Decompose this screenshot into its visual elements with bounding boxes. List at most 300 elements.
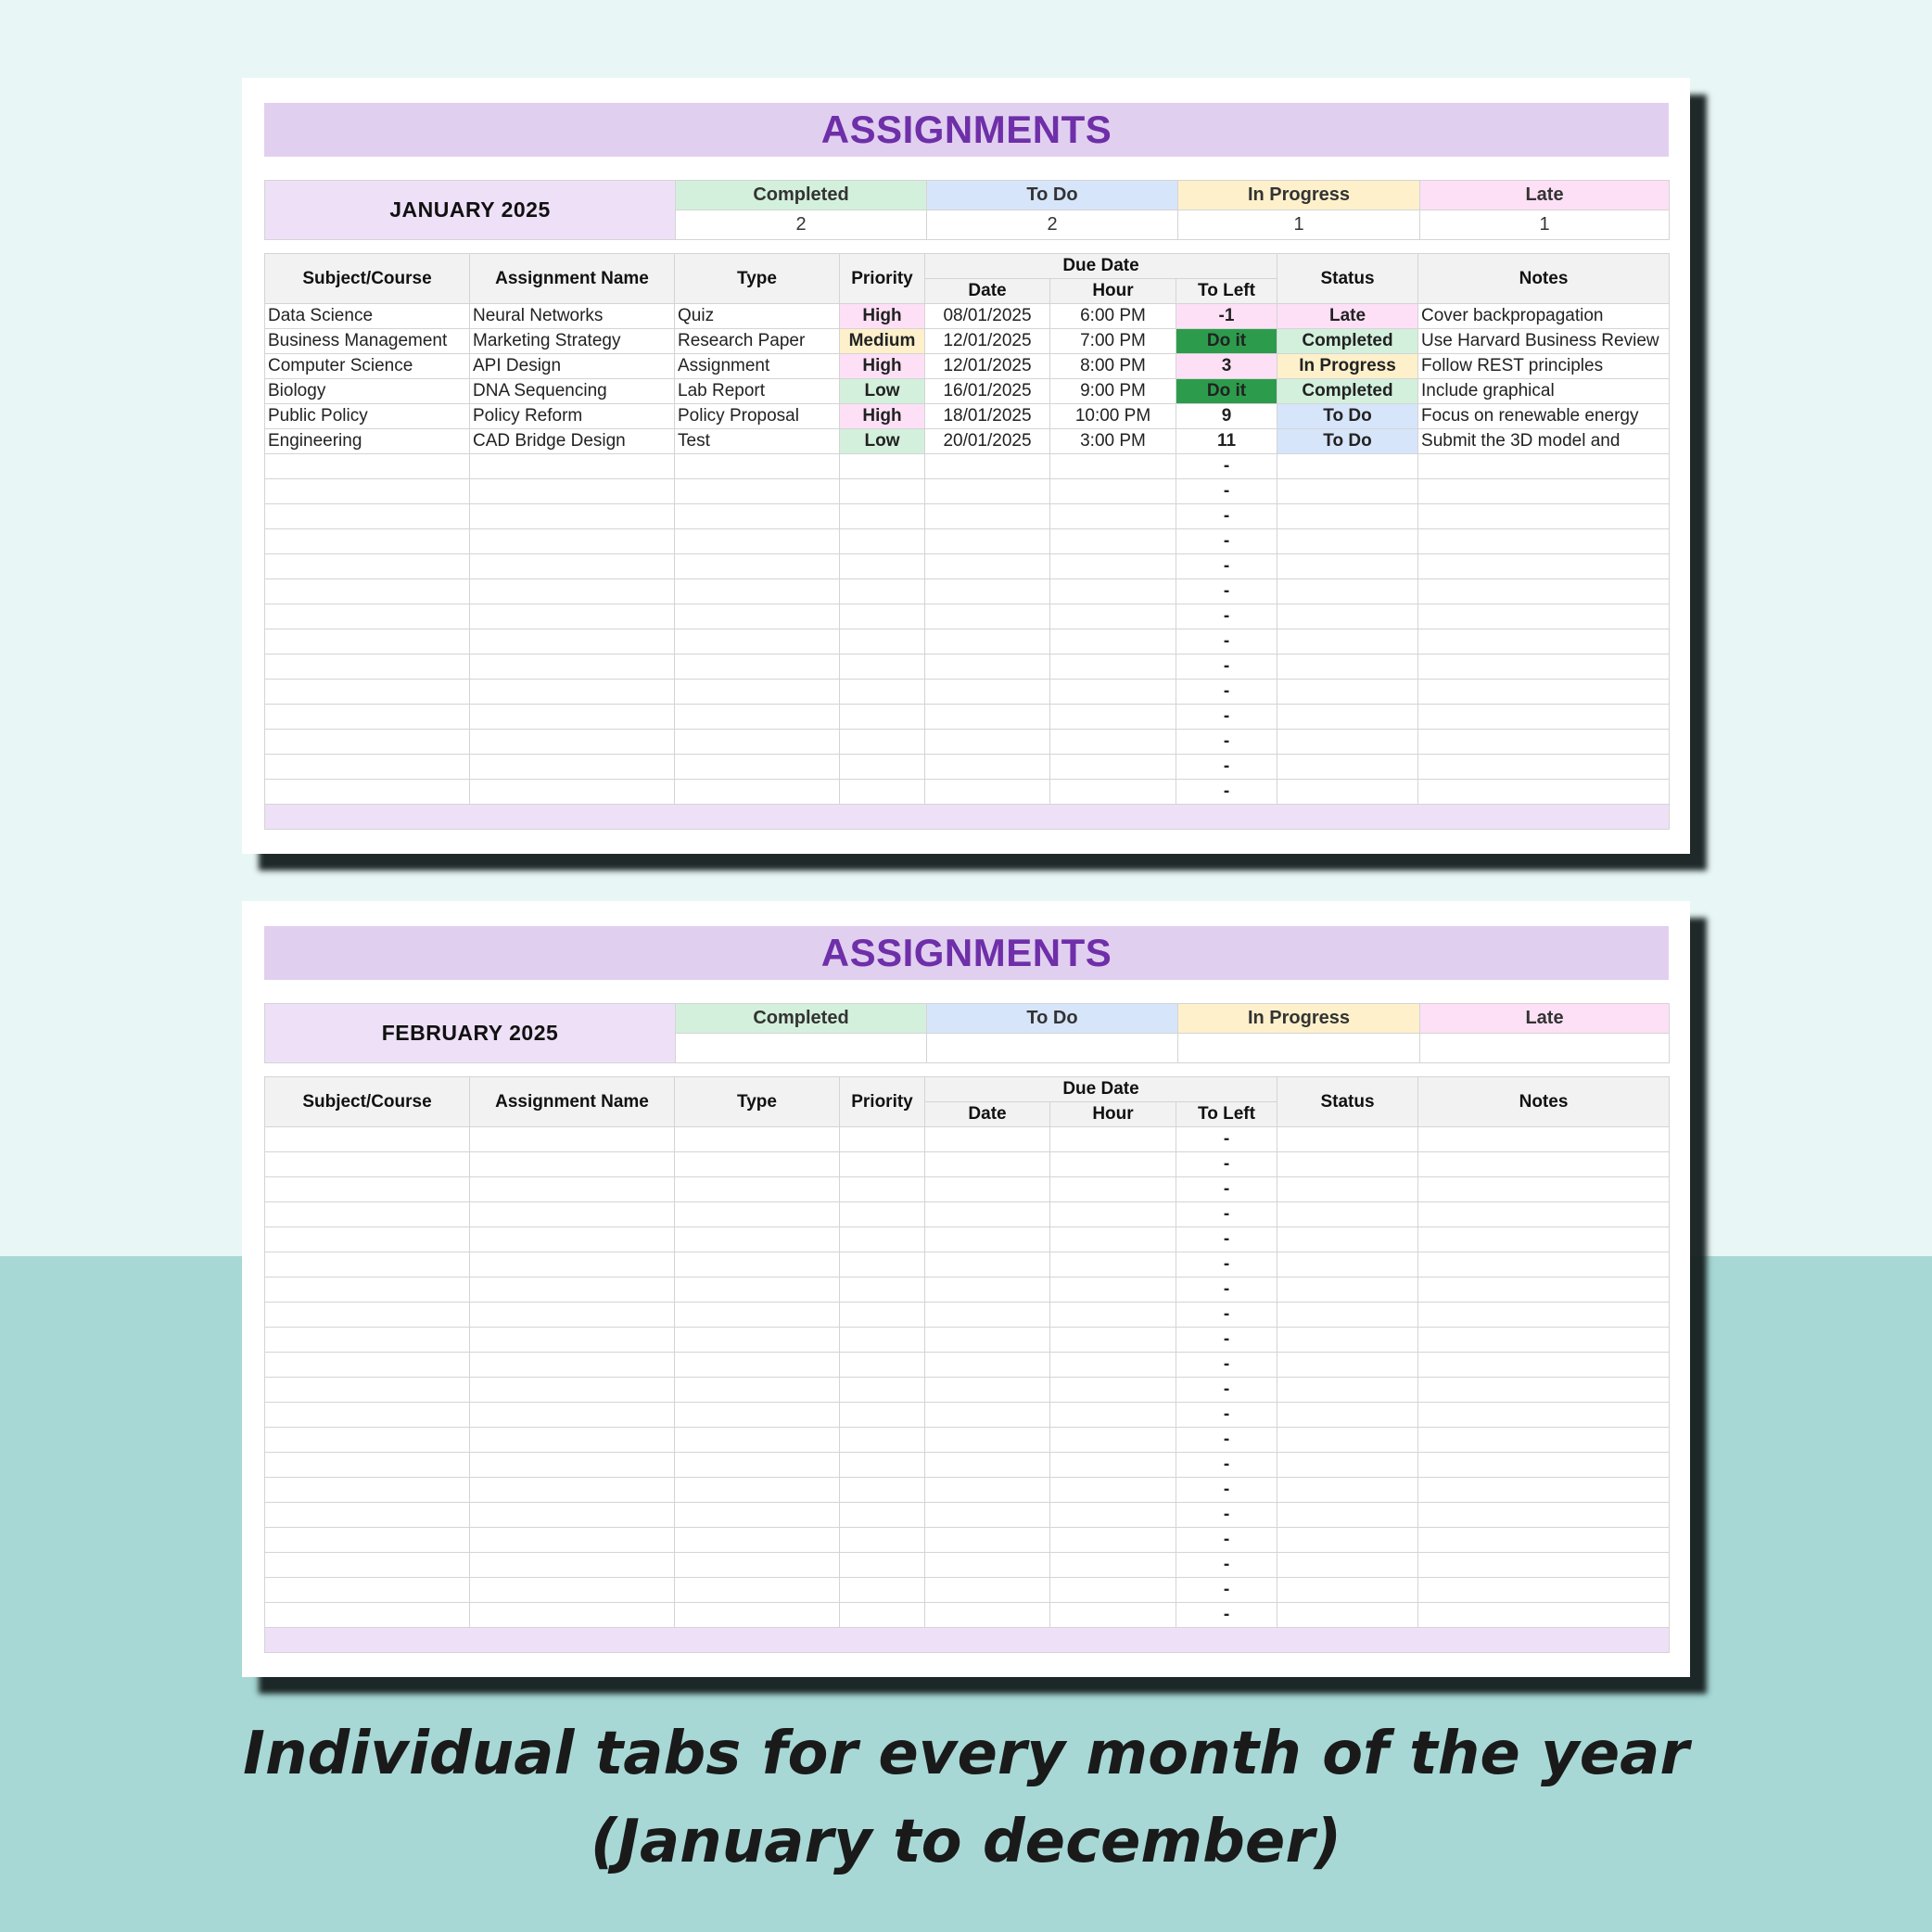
hour-cell[interactable]: 10:00 PM (1050, 404, 1176, 429)
date-cell[interactable]: 08/01/2025 (925, 304, 1050, 329)
notes-cell[interactable]: Cover backpropagation (1418, 304, 1670, 329)
type-cell[interactable]: Lab Report (675, 379, 840, 404)
todo-count[interactable] (927, 1034, 1178, 1063)
assignment-cell[interactable] (470, 1403, 675, 1428)
date-cell[interactable] (925, 1252, 1050, 1277)
status-cell[interactable] (1277, 1303, 1418, 1328)
assignment-cell[interactable] (470, 1503, 675, 1528)
subject-cell[interactable] (265, 1152, 470, 1177)
status-cell[interactable] (1277, 655, 1418, 680)
notes-cell[interactable] (1418, 705, 1670, 730)
hour-cell[interactable] (1050, 604, 1176, 629)
hour-cell[interactable] (1050, 1378, 1176, 1403)
assignment-cell[interactable] (470, 1127, 675, 1152)
priority-cell[interactable]: High (840, 354, 925, 379)
notes-cell[interactable] (1418, 554, 1670, 579)
subject-cell[interactable] (265, 1303, 470, 1328)
notes-cell[interactable] (1418, 1603, 1670, 1628)
assignment-cell[interactable] (470, 629, 675, 655)
assignment-cell[interactable] (470, 579, 675, 604)
date-cell[interactable] (925, 1152, 1050, 1177)
subject-cell[interactable]: Public Policy (265, 404, 470, 429)
date-cell[interactable] (925, 529, 1050, 554)
priority-cell[interactable] (840, 730, 925, 755)
date-cell[interactable] (925, 554, 1050, 579)
date-cell[interactable] (925, 1127, 1050, 1152)
date-cell[interactable] (925, 780, 1050, 805)
assignment-cell[interactable] (470, 1177, 675, 1202)
assignment-cell[interactable] (470, 554, 675, 579)
assignment-cell[interactable] (470, 680, 675, 705)
status-cell[interactable] (1277, 479, 1418, 504)
priority-cell[interactable]: Low (840, 429, 925, 454)
type-cell[interactable] (675, 1227, 840, 1252)
subject-cell[interactable] (265, 1177, 470, 1202)
subject-cell[interactable] (265, 1378, 470, 1403)
notes-cell[interactable] (1418, 1252, 1670, 1277)
assignment-cell[interactable] (470, 1353, 675, 1378)
type-cell[interactable]: Quiz (675, 304, 840, 329)
status-cell[interactable] (1277, 1353, 1418, 1378)
hour-cell[interactable] (1050, 1177, 1176, 1202)
date-cell[interactable] (925, 1328, 1050, 1353)
status-cell[interactable] (1277, 1202, 1418, 1227)
priority-cell[interactable] (840, 1202, 925, 1227)
assignment-cell[interactable] (470, 1378, 675, 1403)
todo-count[interactable]: 2 (927, 210, 1178, 240)
late-count[interactable]: 1 (1420, 210, 1670, 240)
status-cell[interactable]: To Do (1277, 404, 1418, 429)
type-cell[interactable] (675, 1453, 840, 1478)
priority-cell[interactable] (840, 629, 925, 655)
date-cell[interactable] (925, 629, 1050, 655)
subject-cell[interactable] (265, 1403, 470, 1428)
status-cell[interactable] (1277, 1603, 1418, 1628)
notes-cell[interactable] (1418, 454, 1670, 479)
priority-cell[interactable] (840, 554, 925, 579)
assignment-cell[interactable] (470, 1478, 675, 1503)
subject-cell[interactable] (265, 1528, 470, 1553)
date-cell[interactable] (925, 1428, 1050, 1453)
status-cell[interactable] (1277, 1177, 1418, 1202)
notes-cell[interactable] (1418, 1403, 1670, 1428)
type-cell[interactable] (675, 1202, 840, 1227)
status-cell[interactable] (1277, 705, 1418, 730)
status-cell[interactable] (1277, 554, 1418, 579)
notes-cell[interactable] (1418, 1177, 1670, 1202)
hour-cell[interactable] (1050, 1503, 1176, 1528)
assignment-cell[interactable] (470, 1328, 675, 1353)
assignment-cell[interactable]: DNA Sequencing (470, 379, 675, 404)
assignment-cell[interactable]: Neural Networks (470, 304, 675, 329)
subject-cell[interactable] (265, 554, 470, 579)
type-cell[interactable] (675, 629, 840, 655)
date-cell[interactable] (925, 1603, 1050, 1628)
assignment-cell[interactable] (470, 529, 675, 554)
type-cell[interactable] (675, 529, 840, 554)
hour-cell[interactable]: 9:00 PM (1050, 379, 1176, 404)
type-cell[interactable] (675, 1152, 840, 1177)
hour-cell[interactable] (1050, 730, 1176, 755)
priority-cell[interactable] (840, 1403, 925, 1428)
priority-cell[interactable] (840, 1528, 925, 1553)
hour-cell[interactable] (1050, 1277, 1176, 1303)
priority-cell[interactable] (840, 504, 925, 529)
status-cell[interactable] (1277, 1453, 1418, 1478)
assignment-cell[interactable] (470, 1453, 675, 1478)
type-cell[interactable] (675, 780, 840, 805)
status-cell[interactable] (1277, 1578, 1418, 1603)
hour-cell[interactable] (1050, 554, 1176, 579)
priority-cell[interactable] (840, 680, 925, 705)
in-progress-count[interactable] (1178, 1034, 1420, 1063)
subject-cell[interactable] (265, 1478, 470, 1503)
notes-cell[interactable] (1418, 1328, 1670, 1353)
subject-cell[interactable] (265, 1328, 470, 1353)
assignment-cell[interactable] (470, 1553, 675, 1578)
hour-cell[interactable] (1050, 1403, 1176, 1428)
hour-cell[interactable] (1050, 1303, 1176, 1328)
subject-cell[interactable] (265, 705, 470, 730)
date-cell[interactable] (925, 1227, 1050, 1252)
status-cell[interactable] (1277, 604, 1418, 629)
date-cell[interactable] (925, 504, 1050, 529)
date-cell[interactable] (925, 1277, 1050, 1303)
status-cell[interactable] (1277, 755, 1418, 780)
status-cell[interactable] (1277, 529, 1418, 554)
notes-cell[interactable] (1418, 1277, 1670, 1303)
priority-cell[interactable]: Medium (840, 329, 925, 354)
date-cell[interactable] (925, 1403, 1050, 1428)
hour-cell[interactable] (1050, 1252, 1176, 1277)
priority-cell[interactable] (840, 1177, 925, 1202)
priority-cell[interactable] (840, 454, 925, 479)
status-cell[interactable] (1277, 504, 1418, 529)
type-cell[interactable] (675, 554, 840, 579)
status-cell[interactable] (1277, 1553, 1418, 1578)
status-cell[interactable] (1277, 680, 1418, 705)
assignment-cell[interactable] (470, 1152, 675, 1177)
date-cell[interactable]: 16/01/2025 (925, 379, 1050, 404)
assignment-cell[interactable] (470, 1603, 675, 1628)
status-cell[interactable]: Completed (1277, 329, 1418, 354)
date-cell[interactable] (925, 755, 1050, 780)
type-cell[interactable]: Research Paper (675, 329, 840, 354)
type-cell[interactable] (675, 454, 840, 479)
assignment-cell[interactable] (470, 1528, 675, 1553)
subject-cell[interactable] (265, 504, 470, 529)
priority-cell[interactable] (840, 655, 925, 680)
priority-cell[interactable] (840, 1277, 925, 1303)
status-cell[interactable] (1277, 1127, 1418, 1152)
completed-count[interactable] (676, 1034, 927, 1063)
hour-cell[interactable] (1050, 1553, 1176, 1578)
notes-cell[interactable] (1418, 1303, 1670, 1328)
hour-cell[interactable] (1050, 705, 1176, 730)
date-cell[interactable] (925, 705, 1050, 730)
date-cell[interactable] (925, 1578, 1050, 1603)
priority-cell[interactable] (840, 780, 925, 805)
type-cell[interactable] (675, 1503, 840, 1528)
notes-cell[interactable] (1418, 1353, 1670, 1378)
date-cell[interactable] (925, 604, 1050, 629)
hour-cell[interactable] (1050, 1127, 1176, 1152)
type-cell[interactable] (675, 680, 840, 705)
type-cell[interactable] (675, 1328, 840, 1353)
subject-cell[interactable] (265, 1277, 470, 1303)
status-cell[interactable]: To Do (1277, 429, 1418, 454)
assignment-cell[interactable] (470, 479, 675, 504)
date-cell[interactable] (925, 454, 1050, 479)
status-cell[interactable]: Completed (1277, 379, 1418, 404)
subject-cell[interactable]: Computer Science (265, 354, 470, 379)
date-cell[interactable] (925, 1453, 1050, 1478)
type-cell[interactable] (675, 579, 840, 604)
notes-cell[interactable] (1418, 1528, 1670, 1553)
hour-cell[interactable] (1050, 1453, 1176, 1478)
hour-cell[interactable] (1050, 529, 1176, 554)
notes-cell[interactable] (1418, 1378, 1670, 1403)
date-cell[interactable] (925, 479, 1050, 504)
status-cell[interactable] (1277, 629, 1418, 655)
priority-cell[interactable] (840, 1328, 925, 1353)
assignment-cell[interactable]: Policy Reform (470, 404, 675, 429)
subject-cell[interactable] (265, 1127, 470, 1152)
subject-cell[interactable] (265, 604, 470, 629)
subject-cell[interactable] (265, 1227, 470, 1252)
subject-cell[interactable] (265, 1202, 470, 1227)
completed-count[interactable]: 2 (676, 210, 927, 240)
status-cell[interactable] (1277, 1378, 1418, 1403)
notes-cell[interactable] (1418, 1453, 1670, 1478)
notes-cell[interactable]: Follow REST principles (1418, 354, 1670, 379)
date-cell[interactable]: 12/01/2025 (925, 354, 1050, 379)
subject-cell[interactable]: Engineering (265, 429, 470, 454)
notes-cell[interactable] (1418, 680, 1670, 705)
notes-cell[interactable] (1418, 479, 1670, 504)
status-cell[interactable] (1277, 1252, 1418, 1277)
priority-cell[interactable] (840, 1353, 925, 1378)
assignment-cell[interactable] (470, 1428, 675, 1453)
assignment-cell[interactable] (470, 1227, 675, 1252)
notes-cell[interactable] (1418, 1478, 1670, 1503)
hour-cell[interactable] (1050, 1227, 1176, 1252)
notes-cell[interactable]: Focus on renewable energy (1418, 404, 1670, 429)
date-cell[interactable] (925, 1503, 1050, 1528)
priority-cell[interactable] (840, 1227, 925, 1252)
date-cell[interactable]: 18/01/2025 (925, 404, 1050, 429)
assignment-cell[interactable] (470, 655, 675, 680)
type-cell[interactable] (675, 1353, 840, 1378)
priority-cell[interactable] (840, 705, 925, 730)
notes-cell[interactable] (1418, 780, 1670, 805)
hour-cell[interactable] (1050, 680, 1176, 705)
type-cell[interactable] (675, 1378, 840, 1403)
date-cell[interactable] (925, 1378, 1050, 1403)
subject-cell[interactable] (265, 454, 470, 479)
assignment-cell[interactable] (470, 504, 675, 529)
notes-cell[interactable] (1418, 579, 1670, 604)
subject-cell[interactable] (265, 1252, 470, 1277)
hour-cell[interactable] (1050, 504, 1176, 529)
priority-cell[interactable] (840, 1127, 925, 1152)
hour-cell[interactable]: 6:00 PM (1050, 304, 1176, 329)
hour-cell[interactable]: 3:00 PM (1050, 429, 1176, 454)
assignment-cell[interactable] (470, 454, 675, 479)
date-cell[interactable] (925, 1177, 1050, 1202)
type-cell[interactable] (675, 655, 840, 680)
subject-cell[interactable] (265, 1603, 470, 1628)
type-cell[interactable] (675, 705, 840, 730)
priority-cell[interactable] (840, 1303, 925, 1328)
status-cell[interactable] (1277, 730, 1418, 755)
priority-cell[interactable]: Low (840, 379, 925, 404)
in-progress-count[interactable]: 1 (1178, 210, 1420, 240)
priority-cell[interactable] (840, 1503, 925, 1528)
status-cell[interactable] (1277, 1428, 1418, 1453)
type-cell[interactable] (675, 1303, 840, 1328)
hour-cell[interactable] (1050, 479, 1176, 504)
priority-cell[interactable] (840, 1553, 925, 1578)
hour-cell[interactable] (1050, 755, 1176, 780)
hour-cell[interactable] (1050, 1328, 1176, 1353)
subject-cell[interactable] (265, 780, 470, 805)
priority-cell[interactable] (840, 1578, 925, 1603)
hour-cell[interactable] (1050, 454, 1176, 479)
date-cell[interactable] (925, 1303, 1050, 1328)
type-cell[interactable] (675, 479, 840, 504)
date-cell[interactable] (925, 579, 1050, 604)
type-cell[interactable] (675, 1428, 840, 1453)
status-cell[interactable] (1277, 1227, 1418, 1252)
status-cell[interactable]: Late (1277, 304, 1418, 329)
status-cell[interactable] (1277, 1478, 1418, 1503)
notes-cell[interactable] (1418, 504, 1670, 529)
late-count[interactable] (1420, 1034, 1670, 1063)
date-cell[interactable]: 12/01/2025 (925, 329, 1050, 354)
status-cell[interactable] (1277, 1328, 1418, 1353)
subject-cell[interactable] (265, 680, 470, 705)
date-cell[interactable] (925, 1478, 1050, 1503)
subject-cell[interactable] (265, 579, 470, 604)
priority-cell[interactable] (840, 1478, 925, 1503)
subject-cell[interactable] (265, 655, 470, 680)
assignment-cell[interactable] (470, 1303, 675, 1328)
notes-cell[interactable] (1418, 1428, 1670, 1453)
assignment-cell[interactable] (470, 1578, 675, 1603)
priority-cell[interactable] (840, 755, 925, 780)
assignment-cell[interactable]: API Design (470, 354, 675, 379)
type-cell[interactable] (675, 1403, 840, 1428)
priority-cell[interactable] (840, 1252, 925, 1277)
status-cell[interactable] (1277, 780, 1418, 805)
priority-cell[interactable]: High (840, 304, 925, 329)
subject-cell[interactable]: Data Science (265, 304, 470, 329)
date-cell[interactable] (925, 1553, 1050, 1578)
priority-cell[interactable] (840, 479, 925, 504)
subject-cell[interactable] (265, 479, 470, 504)
subject-cell[interactable] (265, 1353, 470, 1378)
assignment-cell[interactable] (470, 604, 675, 629)
notes-cell[interactable] (1418, 1152, 1670, 1177)
status-cell[interactable]: In Progress (1277, 354, 1418, 379)
hour-cell[interactable] (1050, 629, 1176, 655)
hour-cell[interactable] (1050, 1603, 1176, 1628)
status-cell[interactable] (1277, 1503, 1418, 1528)
type-cell[interactable]: Assignment (675, 354, 840, 379)
status-cell[interactable] (1277, 1528, 1418, 1553)
status-cell[interactable] (1277, 579, 1418, 604)
date-cell[interactable] (925, 1353, 1050, 1378)
type-cell[interactable] (675, 604, 840, 629)
hour-cell[interactable] (1050, 780, 1176, 805)
subject-cell[interactable] (265, 529, 470, 554)
priority-cell[interactable] (840, 1152, 925, 1177)
priority-cell[interactable] (840, 604, 925, 629)
subject-cell[interactable] (265, 1553, 470, 1578)
subject-cell[interactable] (265, 1503, 470, 1528)
date-cell[interactable] (925, 730, 1050, 755)
status-cell[interactable] (1277, 454, 1418, 479)
date-cell[interactable] (925, 1528, 1050, 1553)
hour-cell[interactable]: 7:00 PM (1050, 329, 1176, 354)
type-cell[interactable] (675, 1177, 840, 1202)
notes-cell[interactable] (1418, 1127, 1670, 1152)
subject-cell[interactable] (265, 1578, 470, 1603)
hour-cell[interactable] (1050, 1428, 1176, 1453)
priority-cell[interactable] (840, 1378, 925, 1403)
assignment-cell[interactable]: CAD Bridge Design (470, 429, 675, 454)
assignment-cell[interactable] (470, 1202, 675, 1227)
assignment-cell[interactable] (470, 755, 675, 780)
notes-cell[interactable] (1418, 1578, 1670, 1603)
notes-cell[interactable] (1418, 604, 1670, 629)
date-cell[interactable] (925, 680, 1050, 705)
type-cell[interactable] (675, 1478, 840, 1503)
priority-cell[interactable] (840, 1428, 925, 1453)
hour-cell[interactable] (1050, 1353, 1176, 1378)
type-cell[interactable] (675, 1127, 840, 1152)
assignment-cell[interactable] (470, 1252, 675, 1277)
subject-cell[interactable] (265, 1428, 470, 1453)
status-cell[interactable] (1277, 1277, 1418, 1303)
type-cell[interactable] (675, 1553, 840, 1578)
subject-cell[interactable] (265, 730, 470, 755)
hour-cell[interactable] (1050, 1478, 1176, 1503)
date-cell[interactable]: 20/01/2025 (925, 429, 1050, 454)
hour-cell[interactable] (1050, 579, 1176, 604)
date-cell[interactable] (925, 655, 1050, 680)
type-cell[interactable] (675, 1252, 840, 1277)
hour-cell[interactable] (1050, 1152, 1176, 1177)
notes-cell[interactable] (1418, 629, 1670, 655)
hour-cell[interactable] (1050, 1528, 1176, 1553)
notes-cell[interactable] (1418, 1553, 1670, 1578)
status-cell[interactable] (1277, 1152, 1418, 1177)
priority-cell[interactable] (840, 1453, 925, 1478)
notes-cell[interactable] (1418, 529, 1670, 554)
subject-cell[interactable] (265, 755, 470, 780)
type-cell[interactable] (675, 1277, 840, 1303)
priority-cell[interactable] (840, 529, 925, 554)
notes-cell[interactable] (1418, 1227, 1670, 1252)
assignment-cell[interactable] (470, 1277, 675, 1303)
assignment-cell[interactable] (470, 780, 675, 805)
type-cell[interactable] (675, 1578, 840, 1603)
notes-cell[interactable] (1418, 655, 1670, 680)
notes-cell[interactable]: Use Harvard Business Review (1418, 329, 1670, 354)
notes-cell[interactable] (1418, 730, 1670, 755)
